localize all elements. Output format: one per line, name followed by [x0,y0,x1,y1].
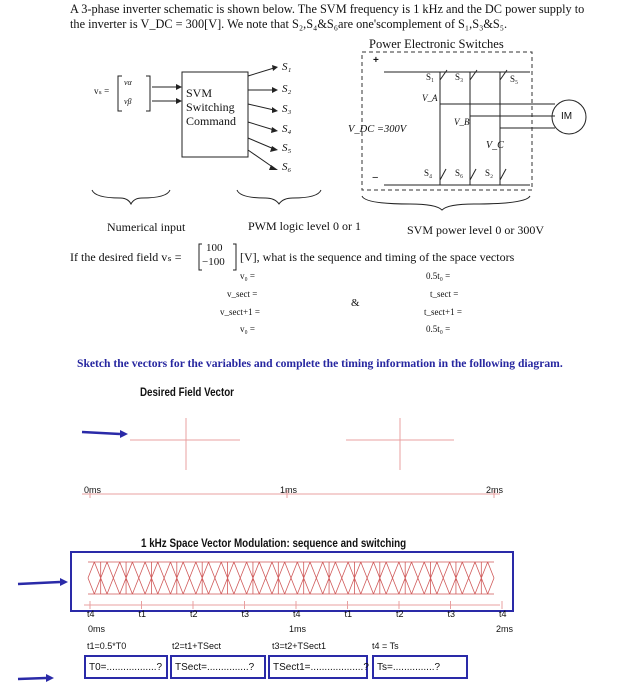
phase-vb: V_B [454,117,470,127]
svm-time-label: t4 [293,609,301,619]
switch-s3: S₃ [455,72,464,82]
right-row-4: 0.5t₀ = [426,324,451,334]
svm-block-line-2: Switching [186,100,235,114]
vs-label: vₛ = [94,86,110,96]
svm-block-line-1: SVM [186,86,213,100]
ts-field[interactable] [372,655,468,679]
svm-title: 1 kHz Space Vector Modulation: sequence and switching [141,536,407,550]
output-s1: S₁ [282,61,292,73]
svm-time-label: t2 [396,609,404,619]
output-s3: S₃ [282,103,292,115]
vdc-label: V_DC =300V [348,124,407,135]
output-s2: S₂ [282,83,292,95]
output-s5: S₅ [282,142,292,154]
svm-time-label: t3 [241,609,250,619]
left-row-1: v₀ = [240,271,255,281]
tsect-field-label: TSect= [175,662,207,673]
dc-minus: − [372,172,379,184]
svm-time-label: t2 [190,609,198,619]
svm-tick-1: 1ms [289,624,307,634]
caption-svm-level: SVM power level 0 or 300V [407,223,544,237]
svm-time-label: t1 [344,609,353,619]
desired-tick-0: 0ms [84,485,102,495]
vector-beta: vβ [124,97,132,106]
switch-s6: S₆ [455,168,464,178]
desired-tick-2: 2ms [486,485,504,495]
svm-block-line-3: Command [186,114,236,128]
ts-field-q: ? [434,662,441,673]
left-row-2: v_sect = [227,289,258,299]
switch-s4: S₄ [424,168,433,178]
svm-time-label: t3 [447,609,456,619]
caption-pwm: PWM logic level 0 or 1 [248,219,361,233]
svm-time-label: t4 [87,609,95,619]
vector-alpha: vα [124,78,132,87]
question-prefix: If the desired field vₛ = [70,250,182,264]
tsect-field[interactable] [170,655,266,679]
ts-field-label: Ts= [377,662,393,673]
right-row-1: 0.5t₀ = [426,271,451,281]
svm-tick-2: 2ms [496,624,514,634]
matrix-top: 100 [206,242,223,254]
output-s6: S₆ [282,161,292,173]
phase-va: V_A [422,93,438,103]
instruction-text: Sketch the vectors for the variables and complete the timing information in the following diagram. [77,357,563,370]
t0-field[interactable] [84,655,168,679]
right-row-2: t_sect = [430,289,459,299]
tsect-field-q: ? [248,662,255,673]
left-row-3: v_sect+1 = [220,307,260,317]
t0-field-label: T0= [89,662,107,673]
left-row-4: v₀ = [240,324,255,334]
ts-field-dots: ............... [392,662,435,673]
formula-t2: t2=t1+TSect [172,641,222,651]
ampersand: & [351,297,360,309]
switch-s5: S₅ [510,74,519,84]
formula-t4: t4 = Ts [372,641,399,651]
switch-s2: S₂ [485,168,494,178]
t0-field-dots: .................. [106,662,157,673]
svm-time-label: t1 [138,609,147,619]
question-suffix: [V], what is the sequence and timing of the space vectors [240,250,515,264]
desired-field-title: Desired Field Vector [140,387,234,399]
t0-field-q: ? [156,662,163,673]
dc-plus: + [373,55,379,66]
schematic-title: Power Electronic Switches [369,37,504,51]
tsect1-field-q: ? [363,662,369,673]
caption-numerical-input: Numerical input [107,220,186,234]
motor-label: IM [561,111,573,122]
tsect1-field-dots: ................... [310,662,364,673]
svm-switching-box [70,551,514,612]
svm-time-label: t4 [499,609,507,619]
matrix-bottom: −100 [202,256,225,268]
problem-line-2: the inverter is V_DC = 300[V]. We note that S₂,S₄&S₆are one'scomplement of S₁,S₃&S₅. [70,17,508,31]
formula-t3: t3=t2+TSect1 [272,641,327,651]
tsect1-field-label: TSect1= [273,662,311,673]
problem-line-1: A 3-phase inverter schematic is shown below. The SVM frequency is 1 kHz and the DC power supply to [70,2,585,16]
phase-vc: V_C [486,140,504,151]
right-row-3: t_sect+1 = [424,307,462,317]
formula-t1: t1=0.5*T0 [87,641,127,651]
tsect-field-dots: ............... [206,662,249,673]
switch-s1: S₁ [426,72,435,82]
desired-tick-1: 1ms [280,485,298,495]
tsect1-field[interactable] [268,655,368,679]
output-s4: S₄ [282,123,292,135]
svm-tick-0: 0ms [88,624,106,634]
